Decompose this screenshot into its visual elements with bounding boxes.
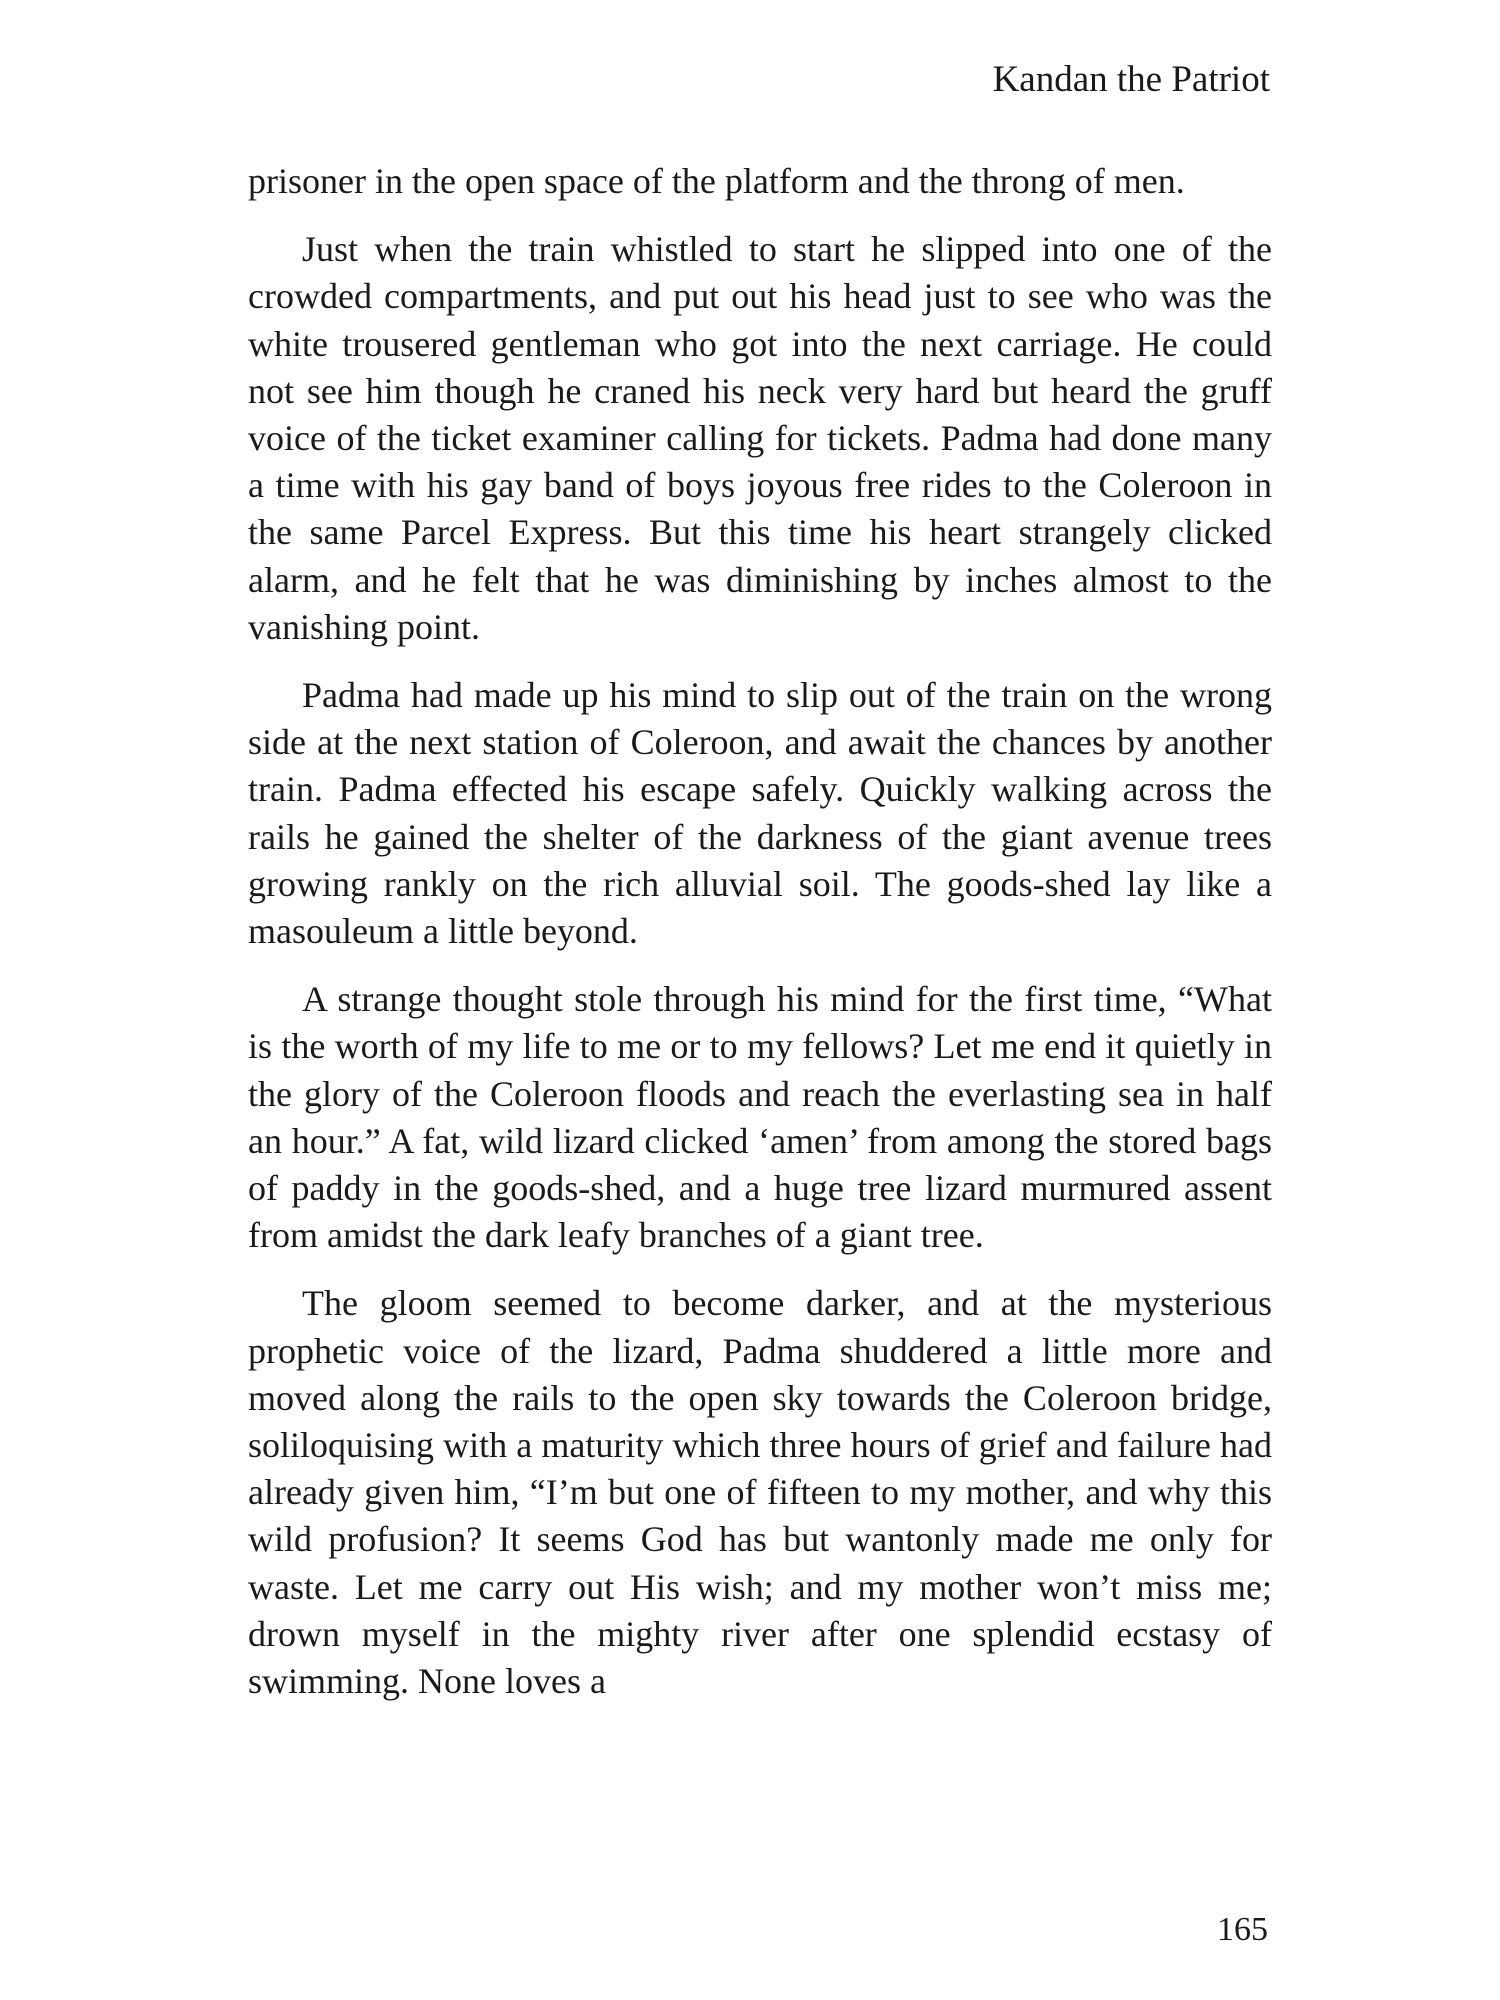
page-number: 165 <box>1217 1911 1268 1948</box>
paragraph: A strange thought stole through his mind for the first time, “What is the worth of my life to me or to my fellows? Let me end it quietly in the glory of the Coleroon floods and reach the everlasting sea in half an hour.” A fat, wild lizard clicked ‘amen’ from among the stored bags of paddy in the goods-shed, and a huge tree lizard murmured assent from amidst the dark leafy branches of a giant tree. <box>248 979 1272 1256</box>
running-title: Kandan the Patriot <box>992 59 1270 100</box>
body-text <box>248 158 1272 1726</box>
paragraph: The gloom seemed to become darker, and at the mysterious prophetic voice of the lizard, Padma shuddered a little more and moved along the rails to the open sky towards the Coleroon bridge, soliloquising with a maturity which three hours of grief and failure had already given him, “I’m but one of fifteen to my mother, and why this wild profusion? It seems God has but wantonly made me only for waste. Let me carry out His wish; and my mother won’t miss me; drown myself in the mighty river after one splendid ecstasy of swimming. None loves a <box>248 1283 1272 1702</box>
paragraph-continued: prisoner in the open space of the platform and the throng of men. <box>248 161 1185 201</box>
paragraph: Padma had made up his mind to slip out of the train on the wrong side at the next station of Coleroon, and await the chances by another train. Padma effected his escape safely. Quickly walking across the rails he gained the shelter of the darkness of the giant avenue trees growing rankly on the rich alluvial soil. The goods-shed lay like a masouleum a little beyond. <box>248 675 1272 952</box>
paragraph: Just when the train whistled to start he slipped into one of the crowded compartments, and put out his head just to see who was the white trousered gentleman who got into the next carriage. He could not see him though he craned his neck very hard but heard the gruff voice of the ticket examiner calling for tickets. Padma had done many a time with his gay band of boys joyous free rides to the Coleroon in the same Parcel Express. But this time his heart strangely clicked alarm, and he felt that he was diminishing by inches almost to the vanishing point. <box>248 229 1272 647</box>
